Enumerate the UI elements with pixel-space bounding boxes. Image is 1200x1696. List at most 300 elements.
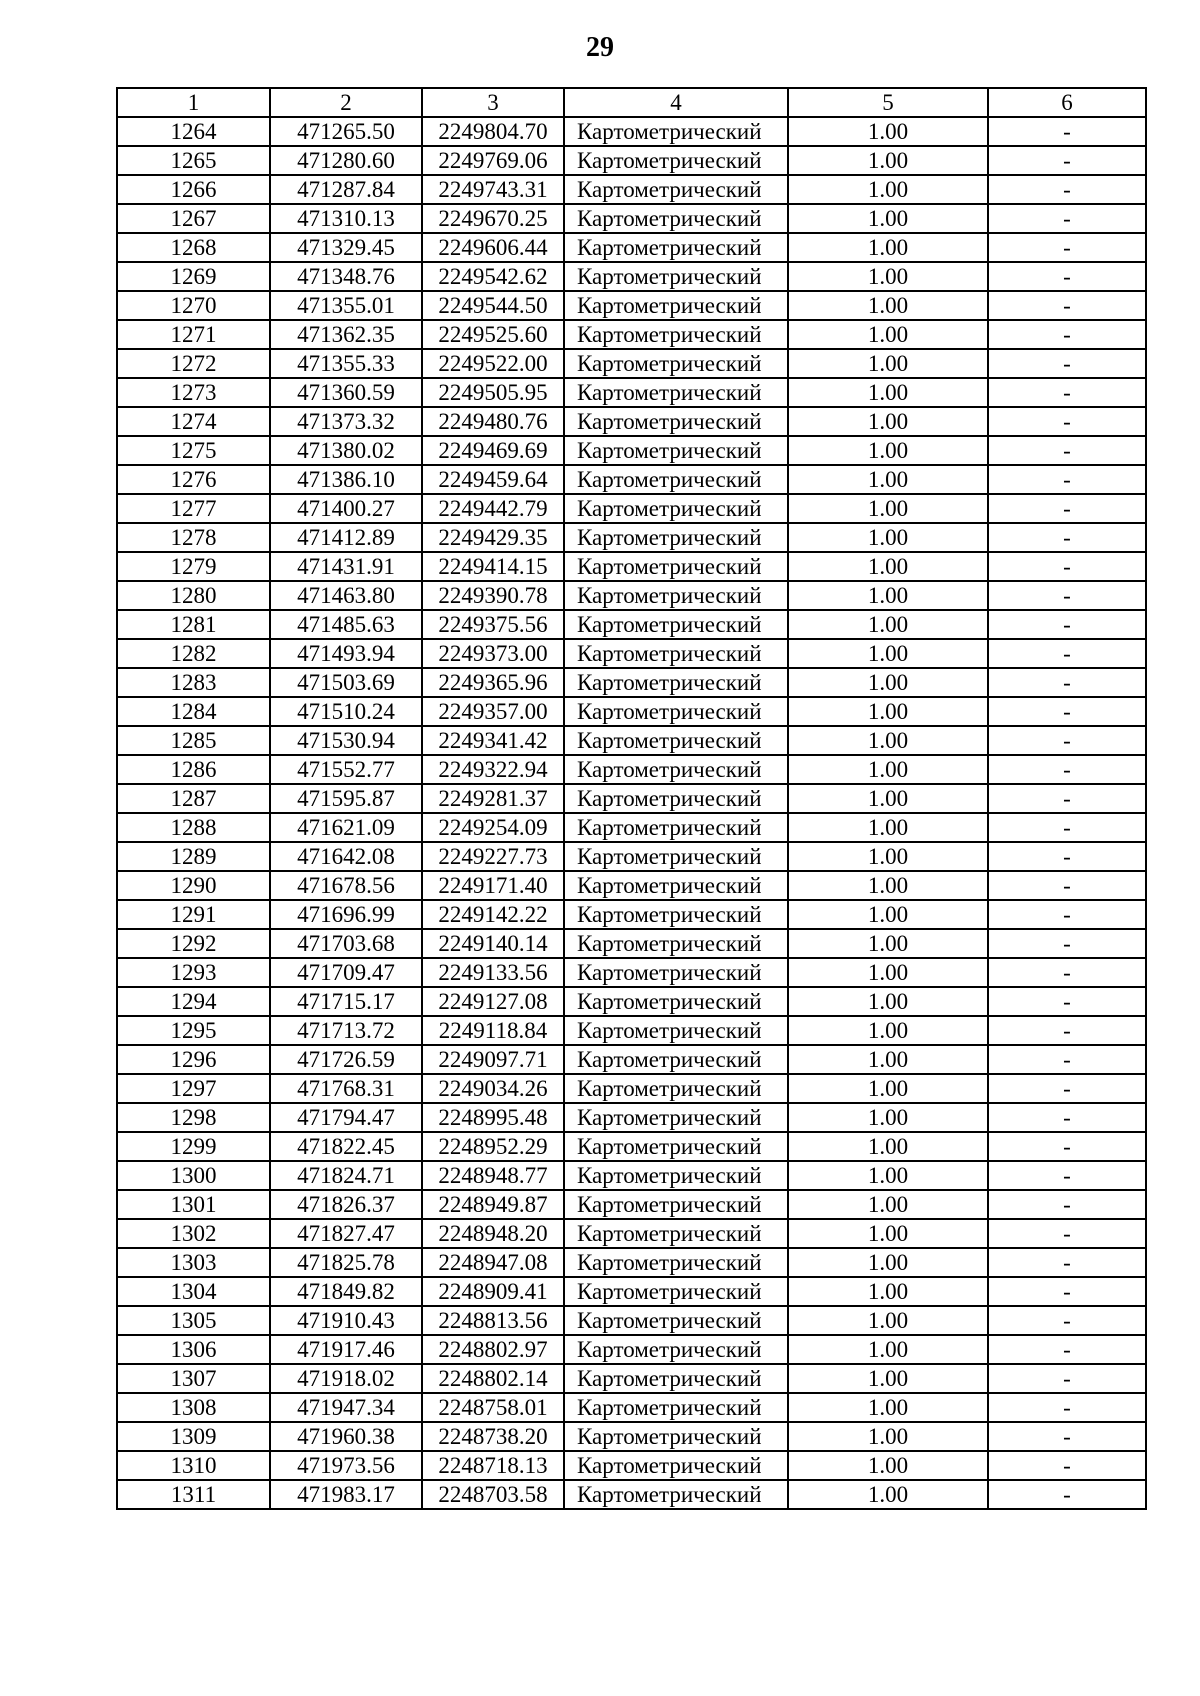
method-cell: Картометрический [564,1422,788,1451]
note-cell: - [988,958,1146,987]
point-number-cell: 1300 [117,1161,270,1190]
y-coordinate-cell: 2249281.37 [422,784,564,813]
table-row [117,958,1146,987]
table-row [117,668,1146,697]
method-cell: Картометрический [564,987,788,1016]
table-row [117,320,1146,349]
point-number-cell: 1271 [117,320,270,349]
y-coordinate-cell: 2249469.69 [422,436,564,465]
x-coordinate-cell: 471400.27 [270,494,422,523]
accuracy-cell: 1.00 [788,1074,988,1103]
note-cell: - [988,1219,1146,1248]
point-number-cell: 1286 [117,755,270,784]
accuracy-cell: 1.00 [788,262,988,291]
note-cell: - [988,1103,1146,1132]
x-coordinate-cell: 471552.77 [270,755,422,784]
accuracy-cell: 1.00 [788,784,988,813]
point-number-cell: 1292 [117,929,270,958]
coordinates-table [116,87,1147,1510]
y-coordinate-cell: 2249459.64 [422,465,564,494]
y-coordinate-cell: 2249254.09 [422,813,564,842]
x-coordinate-cell: 471726.59 [270,1045,422,1074]
accuracy-cell: 1.00 [788,697,988,726]
method-cell: Картометрический [564,1480,788,1509]
point-number-cell: 1293 [117,958,270,987]
y-coordinate-cell: 2249429.35 [422,523,564,552]
x-coordinate-cell: 471493.94 [270,639,422,668]
accuracy-cell: 1.00 [788,958,988,987]
note-cell: - [988,987,1146,1016]
method-cell: Картометрический [564,697,788,726]
x-coordinate-cell: 471827.47 [270,1219,422,1248]
note-cell: - [988,813,1146,842]
point-number-cell: 1285 [117,726,270,755]
table-row [117,726,1146,755]
accuracy-cell: 1.00 [788,639,988,668]
point-number-cell: 1301 [117,1190,270,1219]
note-cell: - [988,1451,1146,1480]
note-cell: - [988,929,1146,958]
accuracy-cell: 1.00 [788,581,988,610]
point-number-cell: 1270 [117,291,270,320]
x-coordinate-cell: 471825.78 [270,1248,422,1277]
note-cell: - [988,1277,1146,1306]
method-cell: Картометрический [564,610,788,639]
y-coordinate-cell: 2248738.20 [422,1422,564,1451]
accuracy-cell: 1.00 [788,726,988,755]
note-cell: - [988,146,1146,175]
table-row [117,407,1146,436]
method-cell: Картометрический [564,726,788,755]
y-coordinate-cell: 2249322.94 [422,755,564,784]
table-row [117,1422,1146,1451]
accuracy-cell: 1.00 [788,1364,988,1393]
x-coordinate-cell: 471355.33 [270,349,422,378]
accuracy-cell: 1.00 [788,1045,988,1074]
point-number-cell: 1306 [117,1335,270,1364]
accuracy-cell: 1.00 [788,233,988,262]
point-number-cell: 1272 [117,349,270,378]
x-coordinate-cell: 471678.56 [270,871,422,900]
method-cell: Картометрический [564,755,788,784]
table-row [117,523,1146,552]
accuracy-cell: 1.00 [788,900,988,929]
note-cell: - [988,1480,1146,1509]
method-cell: Картометрический [564,1074,788,1103]
method-cell: Картометрический [564,146,788,175]
accuracy-cell: 1.00 [788,813,988,842]
header-cell-6: 6 [988,88,1146,117]
point-number-cell: 1294 [117,987,270,1016]
table-row [117,378,1146,407]
header-cell-3: 3 [422,88,564,117]
note-cell: - [988,1190,1146,1219]
y-coordinate-cell: 2248802.14 [422,1364,564,1393]
point-number-cell: 1276 [117,465,270,494]
table-row [117,639,1146,668]
note-cell: - [988,175,1146,204]
accuracy-cell: 1.00 [788,204,988,233]
table-row [117,610,1146,639]
y-coordinate-cell: 2249357.00 [422,697,564,726]
x-coordinate-cell: 471485.63 [270,610,422,639]
method-cell: Картометрический [564,900,788,929]
note-cell: - [988,1306,1146,1335]
table-row [117,349,1146,378]
table-row [117,1190,1146,1219]
method-cell: Картометрический [564,581,788,610]
y-coordinate-cell: 2249743.31 [422,175,564,204]
note-cell: - [988,117,1146,146]
note-cell: - [988,610,1146,639]
table-row [117,552,1146,581]
table-body [117,88,1146,1509]
method-cell: Картометрический [564,1277,788,1306]
point-number-cell: 1269 [117,262,270,291]
y-coordinate-cell: 2248948.77 [422,1161,564,1190]
point-number-cell: 1305 [117,1306,270,1335]
method-cell: Картометрический [564,378,788,407]
table-row [117,1219,1146,1248]
method-cell: Картометрический [564,1132,788,1161]
note-cell: - [988,1335,1146,1364]
x-coordinate-cell: 471503.69 [270,668,422,697]
point-number-cell: 1280 [117,581,270,610]
y-coordinate-cell: 2249142.22 [422,900,564,929]
y-coordinate-cell: 2249542.62 [422,262,564,291]
x-coordinate-cell: 471947.34 [270,1393,422,1422]
note-cell: - [988,784,1146,813]
method-cell: Картометрический [564,552,788,581]
x-coordinate-cell: 471910.43 [270,1306,422,1335]
table-row [117,262,1146,291]
x-coordinate-cell: 471983.17 [270,1480,422,1509]
note-cell: - [988,552,1146,581]
x-coordinate-cell: 471329.45 [270,233,422,262]
note-cell: - [988,1016,1146,1045]
method-cell: Картометрический [564,1393,788,1422]
method-cell: Картометрический [564,117,788,146]
table-row [117,842,1146,871]
point-number-cell: 1287 [117,784,270,813]
y-coordinate-cell: 2249118.84 [422,1016,564,1045]
table-row [117,1248,1146,1277]
note-cell: - [988,755,1146,784]
table-row [117,233,1146,262]
x-coordinate-cell: 471265.50 [270,117,422,146]
method-cell: Картометрический [564,871,788,900]
y-coordinate-cell: 2248718.13 [422,1451,564,1480]
method-cell: Картометрический [564,958,788,987]
accuracy-cell: 1.00 [788,320,988,349]
accuracy-cell: 1.00 [788,1422,988,1451]
table-row [117,465,1146,494]
note-cell: - [988,668,1146,697]
accuracy-cell: 1.00 [788,842,988,871]
point-number-cell: 1310 [117,1451,270,1480]
y-coordinate-cell: 2248995.48 [422,1103,564,1132]
accuracy-cell: 1.00 [788,1451,988,1480]
note-cell: - [988,1132,1146,1161]
y-coordinate-cell: 2249133.56 [422,958,564,987]
point-number-cell: 1299 [117,1132,270,1161]
accuracy-cell: 1.00 [788,755,988,784]
accuracy-cell: 1.00 [788,552,988,581]
note-cell: - [988,726,1146,755]
y-coordinate-cell: 2249171.40 [422,871,564,900]
point-number-cell: 1311 [117,1480,270,1509]
accuracy-cell: 1.00 [788,668,988,697]
y-coordinate-cell: 2249525.60 [422,320,564,349]
y-coordinate-cell: 2249505.95 [422,378,564,407]
table-row [117,204,1146,233]
method-cell: Картометрический [564,668,788,697]
accuracy-cell: 1.00 [788,1480,988,1509]
point-number-cell: 1273 [117,378,270,407]
header-cell-2: 2 [270,88,422,117]
accuracy-cell: 1.00 [788,1016,988,1045]
point-number-cell: 1264 [117,117,270,146]
y-coordinate-cell: 2249670.25 [422,204,564,233]
table-row [117,1074,1146,1103]
x-coordinate-cell: 471360.59 [270,378,422,407]
method-cell: Картометрический [564,1219,788,1248]
x-coordinate-cell: 471362.35 [270,320,422,349]
table-row [117,146,1146,175]
y-coordinate-cell: 2248802.97 [422,1335,564,1364]
y-coordinate-cell: 2249522.00 [422,349,564,378]
x-coordinate-cell: 471715.17 [270,987,422,1016]
point-number-cell: 1282 [117,639,270,668]
y-coordinate-cell: 2248952.29 [422,1132,564,1161]
y-coordinate-cell: 2249390.78 [422,581,564,610]
table-row [117,1277,1146,1306]
accuracy-cell: 1.00 [788,175,988,204]
point-number-cell: 1284 [117,697,270,726]
table-row [117,871,1146,900]
note-cell: - [988,465,1146,494]
y-coordinate-cell: 2249127.08 [422,987,564,1016]
accuracy-cell: 1.00 [788,436,988,465]
table-header-row [117,88,1146,117]
x-coordinate-cell: 471373.32 [270,407,422,436]
accuracy-cell: 1.00 [788,1103,988,1132]
y-coordinate-cell: 2249544.50 [422,291,564,320]
method-cell: Картометрический [564,639,788,668]
table-row [117,1103,1146,1132]
accuracy-cell: 1.00 [788,146,988,175]
accuracy-cell: 1.00 [788,291,988,320]
accuracy-cell: 1.00 [788,1132,988,1161]
note-cell: - [988,233,1146,262]
note-cell: - [988,291,1146,320]
method-cell: Картометрический [564,523,788,552]
accuracy-cell: 1.00 [788,929,988,958]
table-row [117,291,1146,320]
note-cell: - [988,1393,1146,1422]
point-number-cell: 1307 [117,1364,270,1393]
note-cell: - [988,1074,1146,1103]
accuracy-cell: 1.00 [788,871,988,900]
method-cell: Картометрический [564,175,788,204]
accuracy-cell: 1.00 [788,987,988,1016]
point-number-cell: 1298 [117,1103,270,1132]
x-coordinate-cell: 471348.76 [270,262,422,291]
method-cell: Картометрический [564,407,788,436]
accuracy-cell: 1.00 [788,1306,988,1335]
y-coordinate-cell: 2248948.20 [422,1219,564,1248]
x-coordinate-cell: 471917.46 [270,1335,422,1364]
method-cell: Картометрический [564,233,788,262]
y-coordinate-cell: 2248909.41 [422,1277,564,1306]
note-cell: - [988,842,1146,871]
method-cell: Картометрический [564,349,788,378]
y-coordinate-cell: 2248947.08 [422,1248,564,1277]
method-cell: Картометрический [564,1103,788,1132]
accuracy-cell: 1.00 [788,610,988,639]
note-cell: - [988,871,1146,900]
header-cell-5: 5 [788,88,988,117]
point-number-cell: 1278 [117,523,270,552]
table-row [117,1480,1146,1509]
x-coordinate-cell: 471768.31 [270,1074,422,1103]
y-coordinate-cell: 2249606.44 [422,233,564,262]
note-cell: - [988,407,1146,436]
table-row [117,581,1146,610]
y-coordinate-cell: 2248949.87 [422,1190,564,1219]
x-coordinate-cell: 471621.09 [270,813,422,842]
point-number-cell: 1291 [117,900,270,929]
x-coordinate-cell: 471530.94 [270,726,422,755]
point-number-cell: 1302 [117,1219,270,1248]
method-cell: Картометрический [564,1248,788,1277]
method-cell: Картометрический [564,929,788,958]
note-cell: - [988,639,1146,668]
method-cell: Картометрический [564,1045,788,1074]
x-coordinate-cell: 471960.38 [270,1422,422,1451]
point-number-cell: 1281 [117,610,270,639]
method-cell: Картометрический [564,291,788,320]
point-number-cell: 1289 [117,842,270,871]
table-row [117,755,1146,784]
y-coordinate-cell: 2249097.71 [422,1045,564,1074]
accuracy-cell: 1.00 [788,465,988,494]
note-cell: - [988,262,1146,291]
point-number-cell: 1266 [117,175,270,204]
note-cell: - [988,494,1146,523]
table-row [117,929,1146,958]
accuracy-cell: 1.00 [788,1393,988,1422]
note-cell: - [988,1248,1146,1277]
method-cell: Картометрический [564,784,788,813]
table-row [117,1335,1146,1364]
note-cell: - [988,1364,1146,1393]
y-coordinate-cell: 2249140.14 [422,929,564,958]
y-coordinate-cell: 2248813.56 [422,1306,564,1335]
table-row [117,697,1146,726]
point-number-cell: 1309 [117,1422,270,1451]
header-cell-1: 1 [117,88,270,117]
x-coordinate-cell: 471412.89 [270,523,422,552]
y-coordinate-cell: 2249034.26 [422,1074,564,1103]
y-coordinate-cell: 2249365.96 [422,668,564,697]
table-row [117,987,1146,1016]
point-number-cell: 1265 [117,146,270,175]
method-cell: Картометрический [564,262,788,291]
y-coordinate-cell: 2249442.79 [422,494,564,523]
y-coordinate-cell: 2249227.73 [422,842,564,871]
note-cell: - [988,1161,1146,1190]
accuracy-cell: 1.00 [788,1277,988,1306]
note-cell: - [988,1045,1146,1074]
table-row [117,1393,1146,1422]
method-cell: Картометрический [564,320,788,349]
note-cell: - [988,204,1146,233]
y-coordinate-cell: 2248758.01 [422,1393,564,1422]
header-cell-4: 4 [564,88,788,117]
y-coordinate-cell: 2249769.06 [422,146,564,175]
method-cell: Картометрический [564,1306,788,1335]
point-number-cell: 1288 [117,813,270,842]
y-coordinate-cell: 2249804.70 [422,117,564,146]
point-number-cell: 1283 [117,668,270,697]
point-number-cell: 1308 [117,1393,270,1422]
accuracy-cell: 1.00 [788,378,988,407]
point-number-cell: 1303 [117,1248,270,1277]
table-row [117,1132,1146,1161]
y-coordinate-cell: 2248703.58 [422,1480,564,1509]
method-cell: Картометрический [564,204,788,233]
note-cell: - [988,378,1146,407]
x-coordinate-cell: 471794.47 [270,1103,422,1132]
accuracy-cell: 1.00 [788,1335,988,1364]
point-number-cell: 1277 [117,494,270,523]
x-coordinate-cell: 471510.24 [270,697,422,726]
table-row [117,1016,1146,1045]
note-cell: - [988,436,1146,465]
x-coordinate-cell: 471918.02 [270,1364,422,1393]
method-cell: Картометрический [564,1190,788,1219]
table-row [117,1451,1146,1480]
point-number-cell: 1267 [117,204,270,233]
point-number-cell: 1274 [117,407,270,436]
point-number-cell: 1295 [117,1016,270,1045]
note-cell: - [988,523,1146,552]
table-row [117,175,1146,204]
x-coordinate-cell: 471973.56 [270,1451,422,1480]
x-coordinate-cell: 471386.10 [270,465,422,494]
x-coordinate-cell: 471713.72 [270,1016,422,1045]
note-cell: - [988,349,1146,378]
x-coordinate-cell: 471824.71 [270,1161,422,1190]
point-number-cell: 1275 [117,436,270,465]
y-coordinate-cell: 2249375.56 [422,610,564,639]
note-cell: - [988,900,1146,929]
x-coordinate-cell: 471287.84 [270,175,422,204]
point-number-cell: 1296 [117,1045,270,1074]
accuracy-cell: 1.00 [788,349,988,378]
x-coordinate-cell: 471696.99 [270,900,422,929]
x-coordinate-cell: 471310.13 [270,204,422,233]
point-number-cell: 1279 [117,552,270,581]
table-row [117,1045,1146,1074]
table-row [117,784,1146,813]
point-number-cell: 1304 [117,1277,270,1306]
y-coordinate-cell: 2249373.00 [422,639,564,668]
method-cell: Картометрический [564,1364,788,1393]
x-coordinate-cell: 471709.47 [270,958,422,987]
table-row [117,1364,1146,1393]
